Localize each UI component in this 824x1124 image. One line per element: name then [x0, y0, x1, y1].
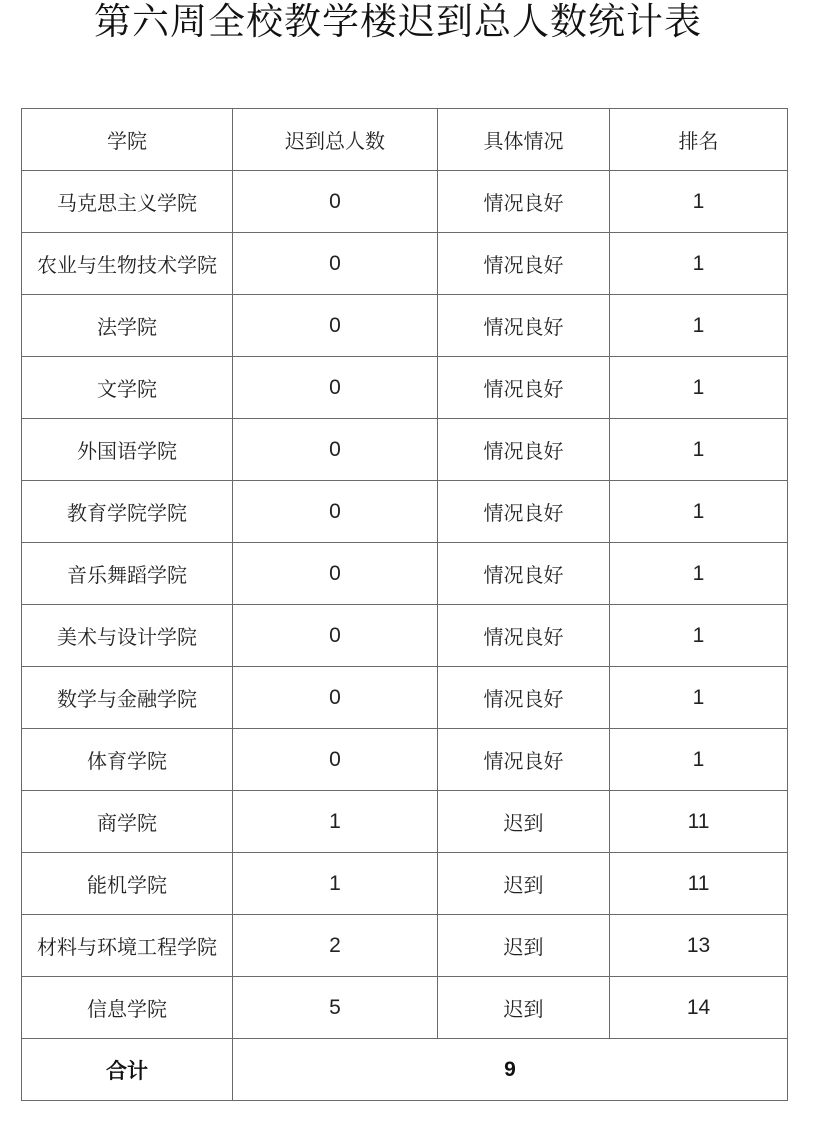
cell-status: 情况良好: [438, 295, 610, 357]
cell-college: 数学与金融学院: [22, 667, 233, 729]
cell-rank: 1: [610, 481, 788, 543]
cell-rank: 1: [610, 295, 788, 357]
cell-college: 美术与设计学院: [22, 605, 233, 667]
cell-college: 法学院: [22, 295, 233, 357]
cell-rank: 1: [610, 543, 788, 605]
table-row: [22, 667, 788, 729]
cell-status: 情况良好: [438, 171, 610, 233]
column-header-status: 具体情况: [438, 109, 610, 171]
cell-late-count: 1: [233, 791, 438, 853]
table-row: [22, 233, 788, 295]
cell-college: 农业与生物技术学院: [22, 233, 233, 295]
cell-status: 情况良好: [438, 605, 610, 667]
cell-late-count: 0: [233, 419, 438, 481]
table-body: [22, 171, 788, 1039]
cell-rank: 11: [610, 791, 788, 853]
table-row: [22, 915, 788, 977]
cell-status: 情况良好: [438, 357, 610, 419]
total-row: [22, 1039, 788, 1101]
table-row: [22, 171, 788, 233]
cell-rank: 1: [610, 357, 788, 419]
table-row: [22, 853, 788, 915]
table-row: [22, 295, 788, 357]
cell-rank: 13: [610, 915, 788, 977]
cell-late-count: 2: [233, 915, 438, 977]
cell-late-count: 0: [233, 605, 438, 667]
cell-college: 材料与环境工程学院: [22, 915, 233, 977]
cell-college: 体育学院: [22, 729, 233, 791]
cell-college: 音乐舞蹈学院: [22, 543, 233, 605]
cell-rank: 11: [610, 853, 788, 915]
cell-late-count: 5: [233, 977, 438, 1039]
table-row: [22, 729, 788, 791]
cell-college: 教育学院学院: [22, 481, 233, 543]
cell-late-count: 0: [233, 233, 438, 295]
cell-status: 迟到: [438, 791, 610, 853]
cell-rank: 1: [610, 667, 788, 729]
cell-late-count: 0: [233, 295, 438, 357]
cell-rank: 1: [610, 419, 788, 481]
cell-rank: 1: [610, 605, 788, 667]
cell-late-count: 0: [233, 543, 438, 605]
total-value: 9: [233, 1039, 788, 1101]
cell-college: 文学院: [22, 357, 233, 419]
table-row: [22, 977, 788, 1039]
cell-college: 外国语学院: [22, 419, 233, 481]
cell-status: 情况良好: [438, 233, 610, 295]
cell-college: 信息学院: [22, 977, 233, 1039]
cell-college: 商学院: [22, 791, 233, 853]
late-statistics-table: [21, 108, 788, 1101]
cell-rank: 1: [610, 171, 788, 233]
cell-status: 情况良好: [438, 729, 610, 791]
cell-late-count: 0: [233, 357, 438, 419]
cell-late-count: 0: [233, 729, 438, 791]
cell-college: 马克思主义学院: [22, 171, 233, 233]
column-header-college: 学院: [22, 109, 233, 171]
page-title: 第六周全校教学楼迟到总人数统计表: [94, 0, 702, 43]
cell-status: 迟到: [438, 853, 610, 915]
cell-late-count: 0: [233, 171, 438, 233]
table-row: [22, 357, 788, 419]
cell-rank: 14: [610, 977, 788, 1039]
cell-status: 情况良好: [438, 481, 610, 543]
cell-status: 迟到: [438, 977, 610, 1039]
column-header-late-count: 迟到总人数: [233, 109, 438, 171]
cell-status: 情况良好: [438, 543, 610, 605]
table-row: [22, 605, 788, 667]
table-row: [22, 791, 788, 853]
column-header-rank: 排名: [610, 109, 788, 171]
total-label: 合计: [22, 1039, 233, 1101]
cell-late-count: 0: [233, 481, 438, 543]
cell-late-count: 0: [233, 667, 438, 729]
cell-status: 迟到: [438, 915, 610, 977]
table-row: [22, 419, 788, 481]
table-row: [22, 543, 788, 605]
cell-status: 情况良好: [438, 419, 610, 481]
table-row: [22, 481, 788, 543]
cell-late-count: 1: [233, 853, 438, 915]
cell-college: 能机学院: [22, 853, 233, 915]
table-header-row: [22, 109, 788, 171]
cell-rank: 1: [610, 729, 788, 791]
cell-rank: 1: [610, 233, 788, 295]
cell-status: 情况良好: [438, 667, 610, 729]
